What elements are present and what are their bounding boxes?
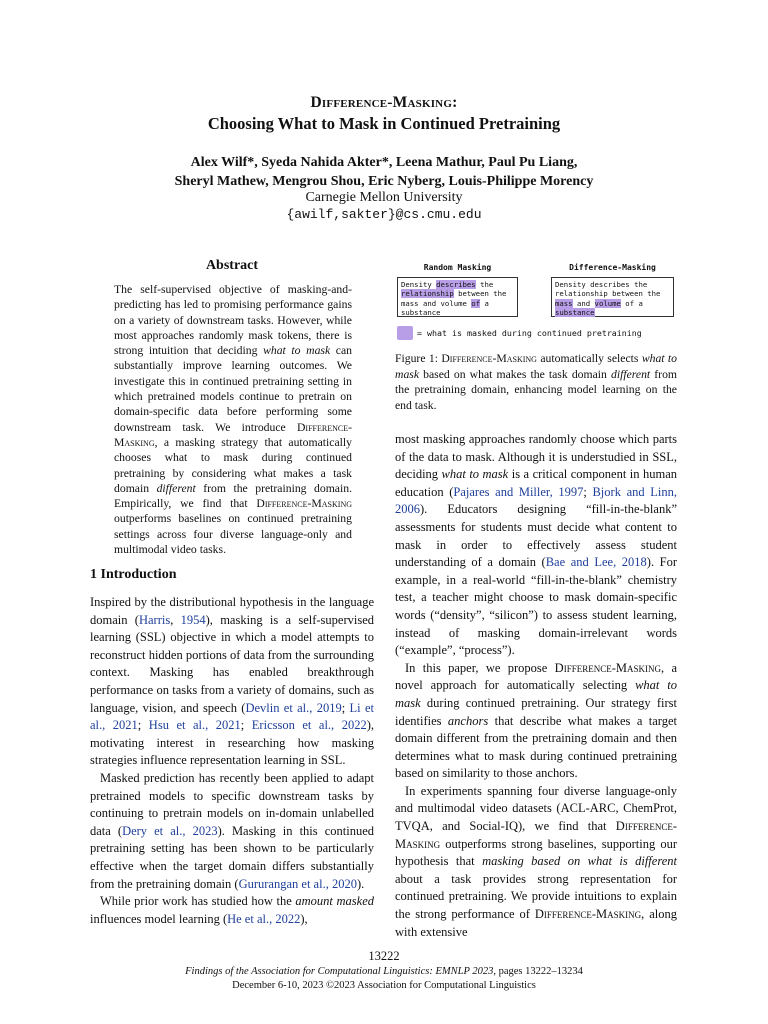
venue-line: Findings of the Association for Computational Linguistics: EMNLP 2023, pages 13222–13234: [185, 966, 583, 977]
figure-label-difference-masking: Difference-Masking: [569, 263, 656, 272]
figure-caption: Figure 1: Difference-Masking automatically selects what to mask based on what makes the task domain different from the pretraining domain, enhancing model learning on the end task.: [395, 352, 678, 412]
citation-link[interactable]: Hsu et al., 2021: [148, 718, 241, 733]
citation-link[interactable]: Pajares and Miller, 1997: [453, 484, 584, 499]
paper-title-line2: Choosing What to Mask in Continued Pretraining: [207, 114, 561, 133]
abstract-heading: Abstract: [205, 258, 259, 273]
abstract-body: The self-supervised objective of masking-and-predicting has led to promising performance gains on a variety of downstream tasks. However, while most approaches randomly mask tokens, there is strong intuition that deciding what to mask can substantially improve learning outcomes. We investigate this in continued pretraining setting in which pretrained models continue to pretrain on domain-specific data before performing some downstream task. We introduce Difference-Masking, a masking strategy that automatically chooses what to mask during continued pretraining by considering what makes a task domain different from the pretraining domain. Empirically, we find that Difference-Masking outperforms baselines on continued pretraining settings across four diverse language-only and multimodal video tasks.: [114, 283, 352, 557]
author-list: [0, 153, 768, 191]
paper-title-line1: Difference-Masking:: [310, 94, 458, 111]
intro-paragraph: In experiments spanning four diverse language-only and multimodal video datasets (ACL-ARC, ChemProt, TVQA, and Social-IQ), we find that Difference-Masking outperforms strong baselines, supporting our hypothesis that masking based on what is different about a task provides strong representation for continued pretraining. We provide intuitions to explain the strong performance of Difference-Masking, along with extensive: [395, 783, 677, 939]
author-line-1: Alex Wilf*, Syeda Nahida Akter*, Leena Mathur, Paul Pu Liang,: [190, 155, 578, 170]
intro-paragraph: Masked prediction has recently been applied to adapt pretrained models to specific downstream tasks by continuing to pretrain models on in-domain unlabelled data (Dery et al., 2023). Masking in this continued pretraining setting has been shown to be particularly effective when the target domain differs substantially from the pretraining domain (Gururangan et al., 2020).: [90, 770, 374, 891]
author-line-2: Sheryl Mathew, Mengrou Shou, Eric Nyberg, Louis-Philippe Morency: [174, 174, 594, 189]
intro-paragraph: In this paper, we propose Difference-Masking, a novel approach for automatically selecting what to mask during continued pretraining. Our strategy first identifies anchors that describe what makes a target domain different from the pretraining domain and then determines what to mask during continued pretraining based on similarity to those anchors.: [395, 660, 677, 781]
affiliation: Carnegie Mellon University: [305, 190, 463, 205]
citation-link[interactable]: Bae and Lee, 2018: [545, 555, 647, 570]
intro-left-column: [90, 594, 374, 928]
citation-link[interactable]: Devlin et al., 2019: [245, 700, 342, 715]
intro-right-column: [395, 431, 677, 941]
figure-random-masking-box: Density describes the relationship between the mass and volume of a substance: [397, 277, 518, 317]
date-copyright-line: December 6-10, 2023 ©2023 Association for Computational Linguistics: [232, 980, 536, 991]
intro-paragraph: While prior work has studied how the amount masked influences model learning (He et al., 2022),: [90, 894, 374, 926]
citation-link[interactable]: Bjork and Linn, 2006: [395, 484, 677, 517]
intro-paragraph: most masking approaches randomly choose which parts of the data to mask. Although it is understudied in SSL, deciding what to mask is a critical component in human education (Pajares and Miller, 1997; Bjork and Linn, 2006). Educators designing “fill-in-the-blank” assessments for students must decide what content to mask in order to effectively assess student understanding of a domain (Bae and Lee, 2018). For example, in a real-world “fill-in-the-blank” chemistry test, a teacher might choose to mask domain-specific words (“density”, “silicon”) to assess student learning, instead of masking domain-irrelevant words (“example”, “process”).: [395, 432, 678, 658]
citation-link[interactable]: Harris: [138, 612, 171, 627]
figure-label-random-masking: Random Masking: [423, 263, 492, 272]
citation-link[interactable]: Dery et al., 2023: [122, 823, 218, 838]
page-number: 13222: [368, 949, 400, 963]
citation-link[interactable]: Gururangan et al., 2020: [238, 876, 357, 891]
citation-link[interactable]: 1954: [180, 612, 206, 627]
citation-link[interactable]: Li et al., 2021: [90, 700, 374, 733]
author-email: {awilf,sakter}@cs.cmu.edu: [286, 207, 482, 222]
citation-link[interactable]: Ericsson et al., 2022: [251, 718, 367, 733]
mask-legend-text: = what is masked during continued pretraining: [417, 328, 642, 338]
section-heading-introduction: 1 Introduction: [90, 567, 177, 582]
figure-difference-masking-box: Density describes the relationship between the mass and volume of a substance: [551, 277, 674, 317]
intro-paragraph: Inspired by the distributional hypothesis in the language domain (Harris, 1954), masking is a self-supervised learning (SSL) objective in which a model attempts to reconstruct hidden portions of data from the surrounding context. Masking has enabled breakthrough performance on tasks from a variety of domains, such as language, vision, and speech (Devlin et al., 2019; Li et al., 2021; Hsu et al., 2021; Ericsson et al., 2022), motivating interest in researching how masking strategies influence representation learning in SSL.: [90, 595, 374, 768]
citation-link[interactable]: He et al., 2022: [227, 911, 301, 926]
mask-legend-swatch: [397, 326, 413, 340]
